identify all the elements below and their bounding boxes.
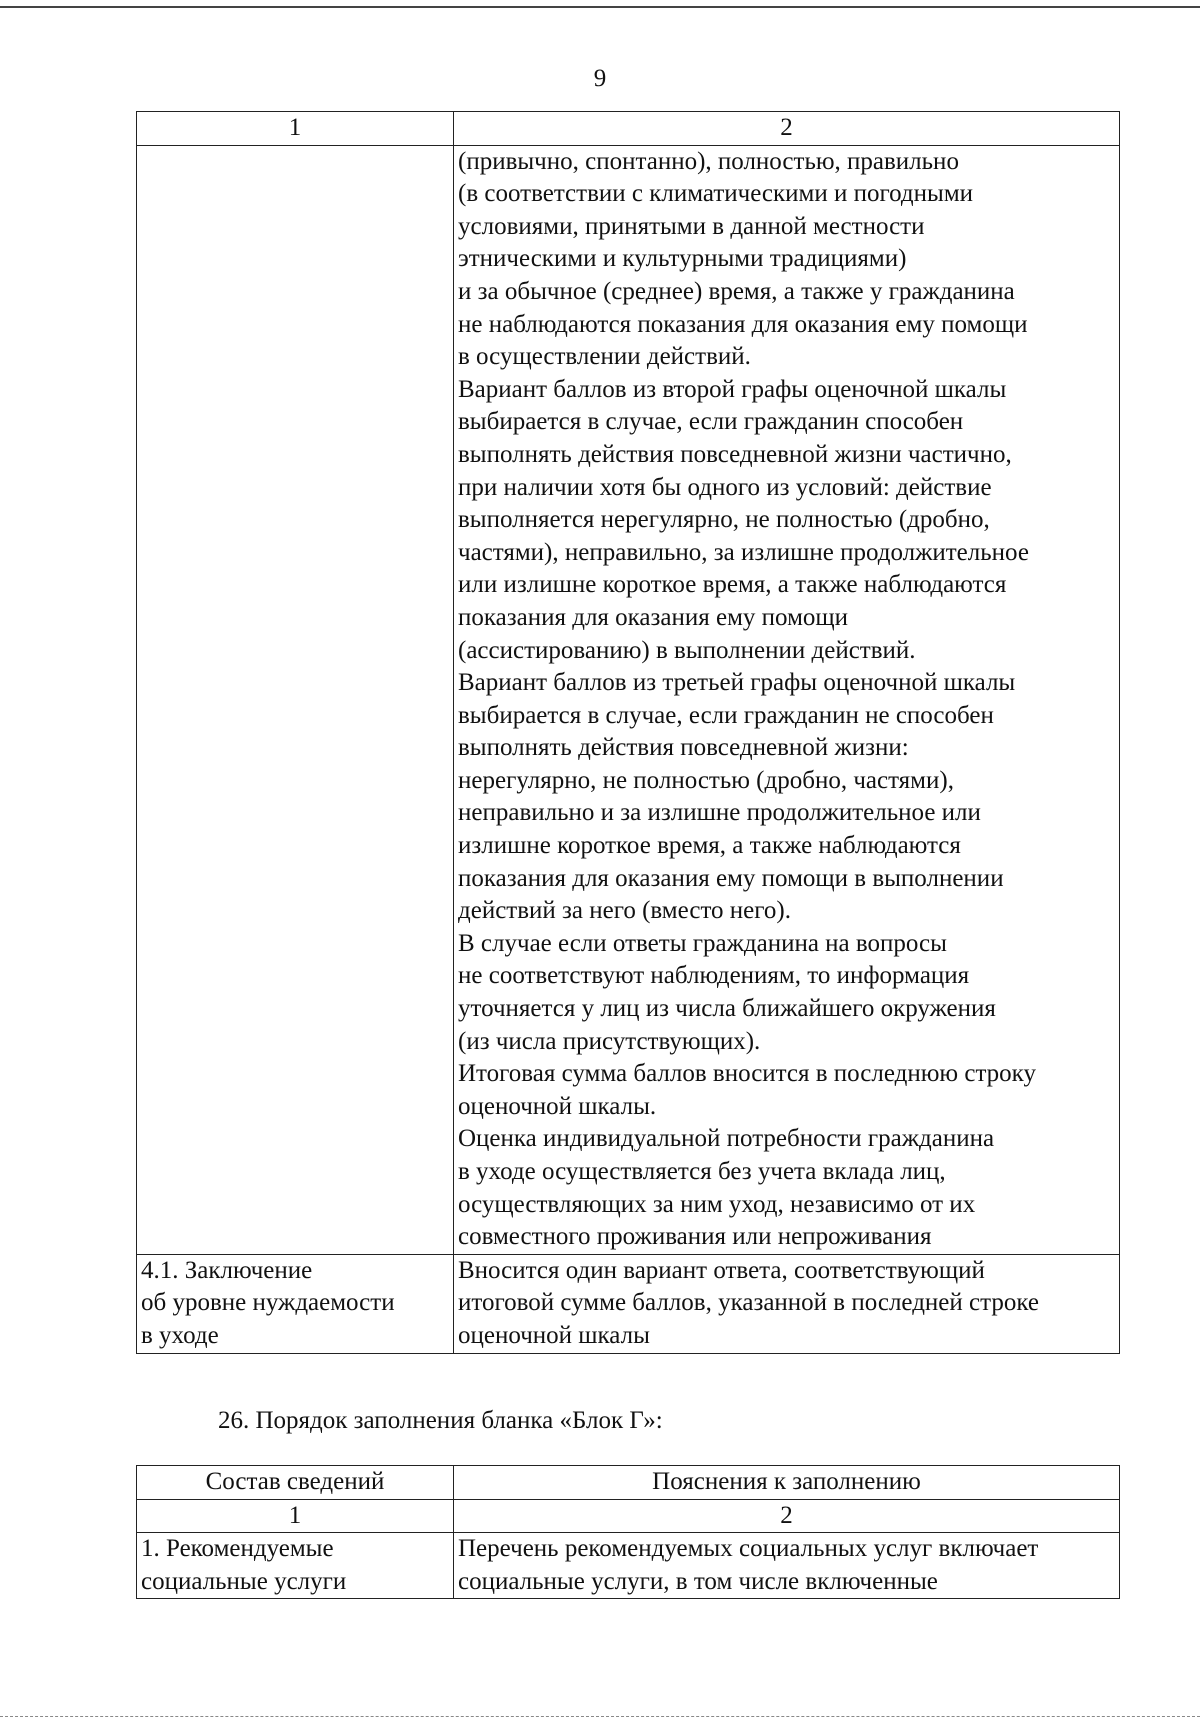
text-line: осуществляющих за ним уход, независимо от их <box>458 1190 976 1218</box>
column-header-composition: Состав сведений <box>137 1466 454 1500</box>
text-line: в осуществлении действий. <box>458 343 751 371</box>
text-line: в уходе осуществляется без учета вклада лиц, <box>458 1158 946 1185</box>
text-line: частями), неправильно, за излишне продолжительное <box>458 538 1029 566</box>
text-line: выбирается в случае, если гражданин способен <box>458 408 964 436</box>
column-header-explanations: Пояснения к заполнению <box>454 1466 1120 1500</box>
text-line: выполнять действия повседневной жизни: <box>458 734 909 762</box>
text-line: не наблюдаются показания для оказания ему помощи <box>458 310 1028 338</box>
row-label-4-1 <box>137 1254 454 1353</box>
text-line: Оценка индивидуальной потребности гражданина <box>458 1125 995 1153</box>
text-line: этническими и культурными традициями) <box>458 245 907 273</box>
text-line: Вариант баллов из второй графы оценочной шкалы <box>458 375 1007 403</box>
scan-bottom-border <box>0 1716 1200 1717</box>
text-line: Вариант баллов из третьей графы оценочной шкалы <box>458 669 1016 697</box>
text-line: оценочной шкалы. <box>458 1092 657 1120</box>
section-heading: 26. Порядок заполнения бланка «Блок Г»: <box>218 1407 663 1434</box>
text-line: уточняется у лиц из числа ближайшего окружения <box>458 995 996 1023</box>
text-line: социальные услуги <box>141 1567 347 1595</box>
table-row <box>137 145 1120 1254</box>
text-line: социальные услуги, в том числе включенные <box>458 1567 938 1595</box>
text-line: оценочной шкалы <box>458 1321 650 1349</box>
column-number-1: 1 <box>137 1499 454 1533</box>
text-line: показания для оказания ему помощи в выполнении <box>458 864 1004 892</box>
text-line: в уходе <box>141 1321 219 1349</box>
text-line: (ассистированию) в выполнении действий. <box>458 636 916 664</box>
text-line: действий за него (вместо него). <box>458 897 791 925</box>
column-number-row <box>137 112 1120 146</box>
column-number-2: 2 <box>454 1499 1120 1533</box>
text-line: или излишне короткое время, а также наблюдаются <box>458 571 1007 599</box>
text-line: излишне короткое время, а также наблюдаются <box>458 832 961 860</box>
text-line: выбирается в случае, если гражданин не способен <box>458 701 994 729</box>
text-line: выполнять действия повседневной жизни частично, <box>458 440 1012 468</box>
text-line: нерегулярно, не полностью (дробно, частями), <box>458 766 954 794</box>
text-line: и за обычное (среднее) время, а также у гражданина <box>458 277 1015 305</box>
text-line: выполняется нерегулярно, не полностью (дробно, <box>458 506 990 534</box>
column-header-row <box>137 1466 1120 1500</box>
table-row-1 <box>137 1533 1120 1599</box>
scan-top-border <box>0 6 1200 8</box>
text-line: неправильно и за излишне продолжительное или <box>458 799 981 827</box>
text-line: условиями, принятыми в данной местности <box>458 212 925 240</box>
text-line: В случае если ответы гражданина на вопросы <box>458 929 947 957</box>
text-line: об уровне нуждаемости <box>141 1289 395 1317</box>
page-number: 9 <box>593 65 607 92</box>
text-line: показания для оказания ему помощи <box>458 603 849 631</box>
column-number-row <box>137 1499 1120 1533</box>
row-label-1 <box>137 1533 454 1599</box>
text-line: Перечень рекомендуемых социальных услуг включает <box>458 1535 1039 1563</box>
instructions-table-continued <box>136 111 1120 1354</box>
text-line: при наличии хотя бы одного из условий: действие <box>458 473 992 501</box>
text-line: не соответствуют наблюдениям, то информация <box>458 962 970 990</box>
text-line: 1. Рекомендуемые <box>141 1535 334 1563</box>
continuation-text-cell <box>454 145 1120 1254</box>
text-line: (привычно, спонтанно), полностью, правильно <box>458 147 959 175</box>
column-number-1: 1 <box>137 112 454 146</box>
text-line: Итоговая сумма баллов вносится в последнюю строку <box>458 1060 1036 1088</box>
text-line: итоговой сумме баллов, указанной в последней строке <box>458 1289 1039 1317</box>
text-line: (в соответствии с климатическими и погодными <box>458 180 974 208</box>
table-row-4-1 <box>137 1254 1120 1353</box>
column-number-2: 2 <box>454 112 1120 146</box>
block-g-instructions-table <box>136 1465 1120 1599</box>
text-line: 4.1. Заключение <box>141 1256 313 1284</box>
text-line: совместного проживания или непроживания <box>458 1223 932 1251</box>
text-line: (из числа присутствующих). <box>458 1027 761 1055</box>
row-text-4-1 <box>454 1254 1120 1353</box>
text-line: Вносится один вариант ответа, соответствующий <box>458 1256 985 1284</box>
row-text-1 <box>454 1533 1120 1599</box>
empty-label-cell <box>137 145 454 1254</box>
